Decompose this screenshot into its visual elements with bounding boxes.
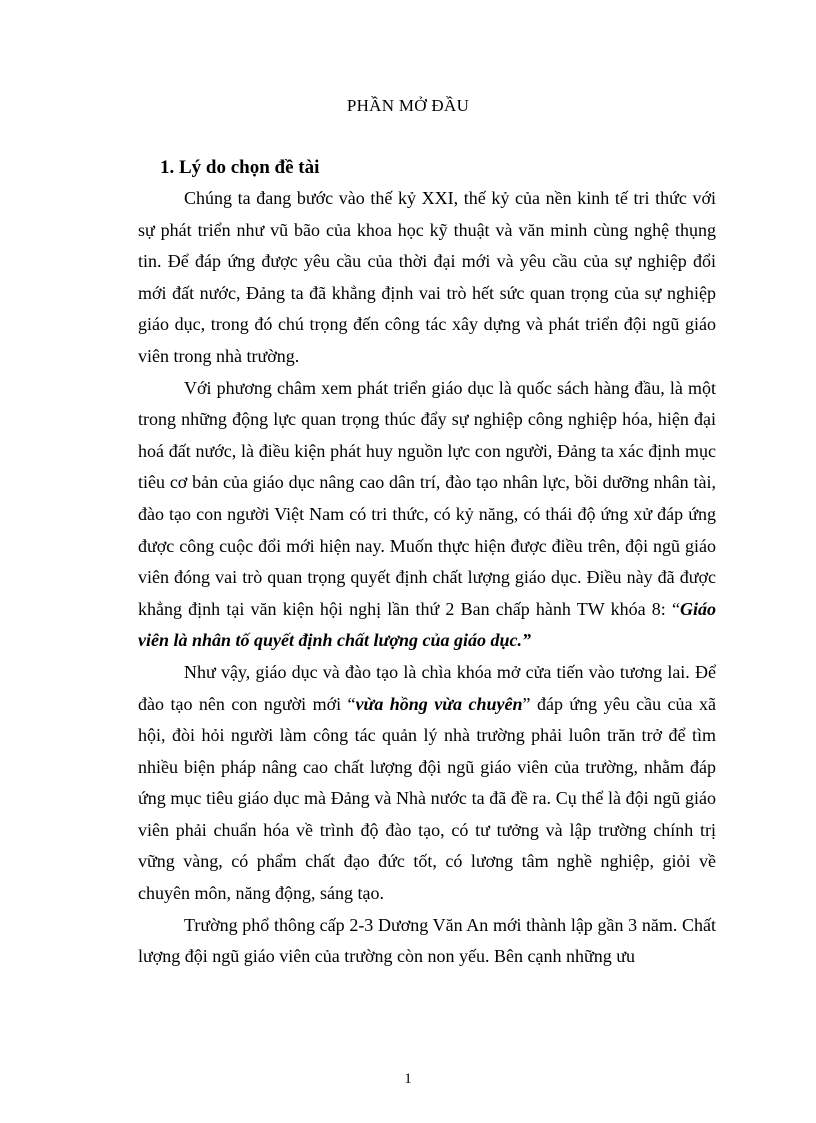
paragraph-1-text: Chúng ta đang bước vào thế kỷ XXI, thế kỷ của nền kinh tế tri thức với sự phát triển như vũ bão của khoa học kỹ thuật và văn minh cùng nghệ thụng tin. Để đáp ứng được yêu cầu của thời đại mới và yêu cầu của sự nghiệp đổi mới đất nước, Đảng ta đã khẳng định vai trò hết sức quan trọng của sự nghiệp giáo dục, trong đó chú trọng đến công tác xây dựng và phát triển đội ngũ giáo viên trong nhà trường. bbox=[138, 188, 716, 366]
quote-emphasis: Giáo viên là nhân tố quyết định chất lượng của giáo dục.” bbox=[138, 598, 716, 651]
paragraph-3 bbox=[138, 657, 716, 910]
paragraph-4 bbox=[138, 910, 716, 973]
body-text bbox=[138, 183, 716, 973]
paragraph-1 bbox=[138, 183, 716, 373]
slogan-emphasis: vừa hồng vừa chuyên bbox=[355, 693, 523, 714]
paragraph-3-text-b: ” đáp ứng yêu cầu của xã hội, đòi hỏi người làm công tác quản lý nhà trường phải luôn trăn trở để tìm nhiều biện pháp nâng cao chất lượng đội ngũ giáo viên của trường, nhằm đáp ứng mục tiêu giáo dục mà Đảng và Nhà nước ta đã đề ra. Cụ thể là đội ngũ giáo viên phải chuẩn hóa về trình độ đào tạo, có tư tưởng và lập trường chính trị vững vàng, có phẩm chất đạo đức tốt, có lương tâm nghề nghiệp, giỏi về chuyên môn, năng động, sáng tạo. bbox=[138, 693, 716, 904]
paragraph-2-text: Với phương châm xem phát triển giáo dục là quốc sách hàng đầu, là một trong những động lực quan trọng thúc đẩy sự nghiệp công nghiệp hóa, hiện đại hoá đất nước, là điều kiện phát huy nguồn lực con người, Đảng ta xác định mục tiêu cơ bản của giáo dục nâng cao dân trí, đào tạo nhân lực, bồi dưỡng nhân tài, đào tạo con người Việt Nam có tri thức, có kỷ năng, có thái độ ứng xử đáp ứng được công cuộc đổi mới hiện nay. Muốn thực hiện được điều trên, đội ngũ giáo viên đóng vai trò quan trọng quyết định chất lượng giáo dục. Điều này đã được khẳng định tại văn kiện hội nghị lần thứ 2 Ban chấp hành TW khóa 8: “ bbox=[138, 377, 716, 619]
paragraph-2 bbox=[138, 373, 716, 657]
section-heading: 1. Lý do chọn đề tài bbox=[160, 157, 320, 178]
paragraph-3-text-a: Như vậy, giáo dục và đào tạo là chìa khóa mở cửa tiến vào tương lai. Để đào tạo nên con người mới “ bbox=[138, 661, 716, 714]
paragraph-4-text: Trường phổ thông cấp 2-3 Dương Văn An mới thành lập gần 3 năm. Chất lượng đội ngũ giáo viên của trường còn non yếu. Bên cạnh những ưu bbox=[138, 914, 716, 967]
page-title: PHẦN MỞ ĐẦU bbox=[346, 96, 470, 115]
page-number: 1 bbox=[404, 1071, 412, 1087]
